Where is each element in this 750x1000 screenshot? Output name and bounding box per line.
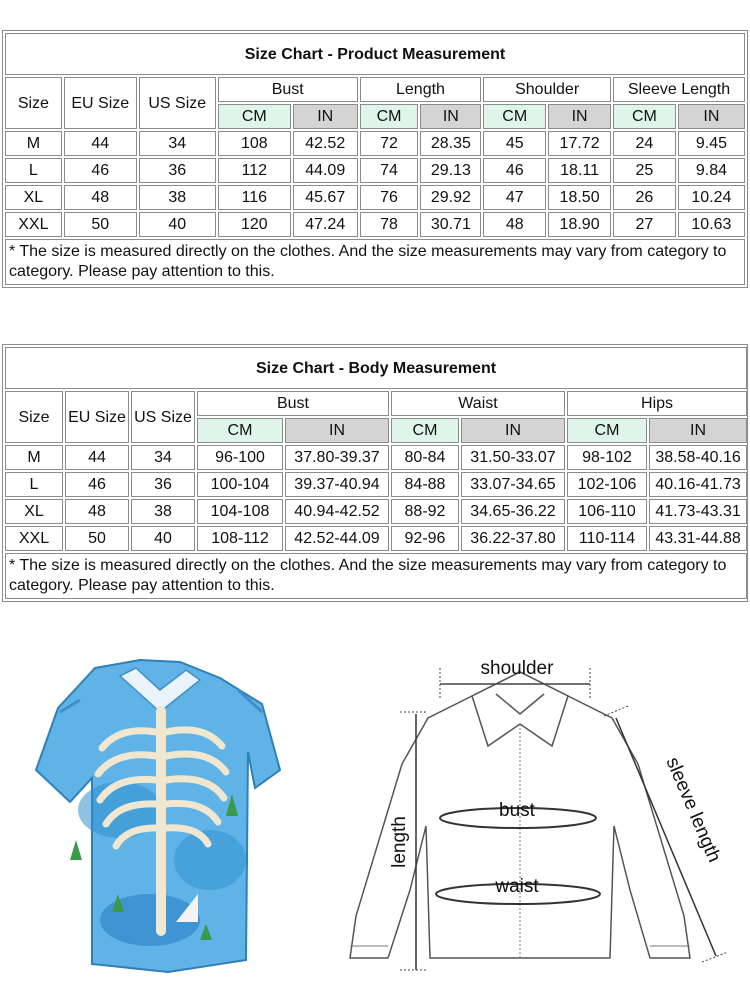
table-row: [5, 526, 747, 551]
table-cell: 44.09: [293, 158, 358, 183]
body-table-body: [5, 445, 747, 551]
table-cell: 40: [131, 526, 195, 551]
header-size: Size: [5, 77, 62, 129]
table-cell: 34: [139, 131, 216, 156]
table-cell: 40.16-41.73: [649, 472, 747, 497]
table-cell: 28.35: [420, 131, 481, 156]
table-cell: 40: [139, 212, 216, 237]
table-row: [5, 131, 745, 156]
table-cell: 48: [65, 499, 129, 524]
table-cell: 34: [131, 445, 195, 470]
body-size-table: [3, 345, 749, 601]
table-cell: 47.24: [293, 212, 358, 237]
table-cell: 76: [360, 185, 419, 210]
table-cell: 17.72: [548, 131, 611, 156]
table-cell: 33.07-34.65: [461, 472, 565, 497]
header-eu-size: EU Size: [64, 77, 137, 129]
unit-cm: CM: [360, 104, 419, 129]
table-cell: 40.94-42.52: [285, 499, 389, 524]
header-us-size: US Size: [131, 391, 195, 443]
header-shoulder: Shoulder: [483, 77, 611, 102]
size-cell: M: [5, 131, 62, 156]
table-cell: 46: [483, 158, 546, 183]
table-cell: 78: [360, 212, 419, 237]
table-cell: 41.73-43.31: [649, 499, 747, 524]
table-cell: 31.50-33.07: [461, 445, 565, 470]
table-cell: 108: [218, 131, 291, 156]
unit-in: IN: [293, 104, 358, 129]
product-size-table: [3, 31, 747, 287]
table-cell: 84-88: [391, 472, 459, 497]
unit-in: IN: [548, 104, 611, 129]
unit-in: IN: [285, 418, 389, 443]
table-cell: 27: [613, 212, 676, 237]
unit-cm: CM: [483, 104, 546, 129]
table-cell: 42.52-44.09: [285, 526, 389, 551]
table-cell: 38.58-40.16: [649, 445, 747, 470]
table-row: [5, 158, 745, 183]
unit-cm: CM: [218, 104, 291, 129]
shirt-photo: [36, 660, 280, 972]
unit-in: IN: [461, 418, 565, 443]
table-cell: 36.22-37.80: [461, 526, 565, 551]
table-cell: 9.45: [678, 131, 745, 156]
unit-in: IN: [420, 104, 481, 129]
table-row: [5, 445, 747, 470]
table-cell: 10.24: [678, 185, 745, 210]
table-cell: 9.84: [678, 158, 745, 183]
table-cell: 116: [218, 185, 291, 210]
table-cell: 18.50: [548, 185, 611, 210]
unit-cm: CM: [391, 418, 459, 443]
table-cell: 36: [139, 158, 216, 183]
header-sleeve-length: Sleeve Length: [613, 77, 745, 102]
table-cell: 46: [65, 472, 129, 497]
table-cell: 44: [64, 131, 137, 156]
table-cell: 50: [65, 526, 129, 551]
table-row: [5, 472, 747, 497]
bust-label: bust: [499, 800, 535, 821]
product-illustration: [0, 620, 750, 1000]
size-cell: XXL: [5, 212, 62, 237]
table-cell: 106-110: [567, 499, 647, 524]
header-bust: Bust: [197, 391, 389, 416]
unit-cm: CM: [567, 418, 647, 443]
table-cell: 29.13: [420, 158, 481, 183]
unit-cm: CM: [197, 418, 283, 443]
table-cell: 30.71: [420, 212, 481, 237]
size-cell: XL: [5, 499, 63, 524]
table-cell: 39.37-40.94: [285, 472, 389, 497]
table-cell: 120: [218, 212, 291, 237]
table-row: [5, 185, 745, 210]
table-cell: 96-100: [197, 445, 283, 470]
table-cell: 18.90: [548, 212, 611, 237]
table-row: [5, 212, 745, 237]
table-row: [5, 499, 747, 524]
size-cell: M: [5, 445, 63, 470]
table-cell: 92-96: [391, 526, 459, 551]
unit-in: IN: [678, 104, 745, 129]
header-eu-size: EU Size: [65, 391, 129, 443]
table-cell: 45: [483, 131, 546, 156]
header-hips: Hips: [567, 391, 747, 416]
table-cell: 88-92: [391, 499, 459, 524]
size-cell: L: [5, 472, 63, 497]
table-cell: 36: [131, 472, 195, 497]
table-cell: 98-102: [567, 445, 647, 470]
table-cell: 44: [65, 445, 129, 470]
header-us-size: US Size: [139, 77, 216, 129]
table-cell: 26: [613, 185, 676, 210]
size-cell: XL: [5, 185, 62, 210]
header-length: Length: [360, 77, 482, 102]
header-size: Size: [5, 391, 63, 443]
header-waist: Waist: [391, 391, 565, 416]
size-cell: L: [5, 158, 62, 183]
product-chart-note: * The size is measured directly on the clothes. And the size measurements may vary from category to category. Please pay attention to this.: [5, 239, 745, 285]
table-cell: 34.65-36.22: [461, 499, 565, 524]
table-cell: 10.63: [678, 212, 745, 237]
table-cell: 18.11: [548, 158, 611, 183]
table-cell: 47: [483, 185, 546, 210]
table-cell: 108-112: [197, 526, 283, 551]
table-cell: 104-108: [197, 499, 283, 524]
shoulder-label: shoulder: [480, 658, 554, 679]
table-cell: 37.80-39.37: [285, 445, 389, 470]
table-cell: 48: [483, 212, 546, 237]
table-cell: 45.67: [293, 185, 358, 210]
unit-in: IN: [649, 418, 747, 443]
table-cell: 29.92: [420, 185, 481, 210]
table-cell: 48: [64, 185, 137, 210]
table-cell: 80-84: [391, 445, 459, 470]
table-cell: 102-106: [567, 472, 647, 497]
body-size-chart: [2, 344, 748, 602]
table-cell: 72: [360, 131, 419, 156]
body-chart-note: * The size is measured directly on the clothes. And the size measurements may vary from category to category. Please pay attention to this.: [5, 553, 747, 599]
unit-cm: CM: [613, 104, 676, 129]
product-chart-title: Size Chart - Product Measurement: [5, 33, 745, 75]
table-cell: 38: [131, 499, 195, 524]
table-cell: 25: [613, 158, 676, 183]
table-cell: 74: [360, 158, 419, 183]
table-cell: 112: [218, 158, 291, 183]
table-cell: 42.52: [293, 131, 358, 156]
table-cell: 100-104: [197, 472, 283, 497]
body-chart-title: Size Chart - Body Measurement: [5, 347, 747, 389]
sleeve-length-label: sleeve length: [661, 754, 725, 866]
table-cell: 46: [64, 158, 137, 183]
size-cell: XXL: [5, 526, 63, 551]
waist-label: waist: [495, 876, 539, 897]
product-size-chart: [2, 30, 748, 288]
header-bust: Bust: [218, 77, 358, 102]
table-cell: 38: [139, 185, 216, 210]
measurement-diagram: [350, 658, 728, 970]
table-cell: 24: [613, 131, 676, 156]
table-cell: 110-114: [567, 526, 647, 551]
table-cell: 43.31-44.88: [649, 526, 747, 551]
length-label: length: [389, 816, 410, 868]
table-cell: 50: [64, 212, 137, 237]
product-table-body: [5, 131, 745, 237]
